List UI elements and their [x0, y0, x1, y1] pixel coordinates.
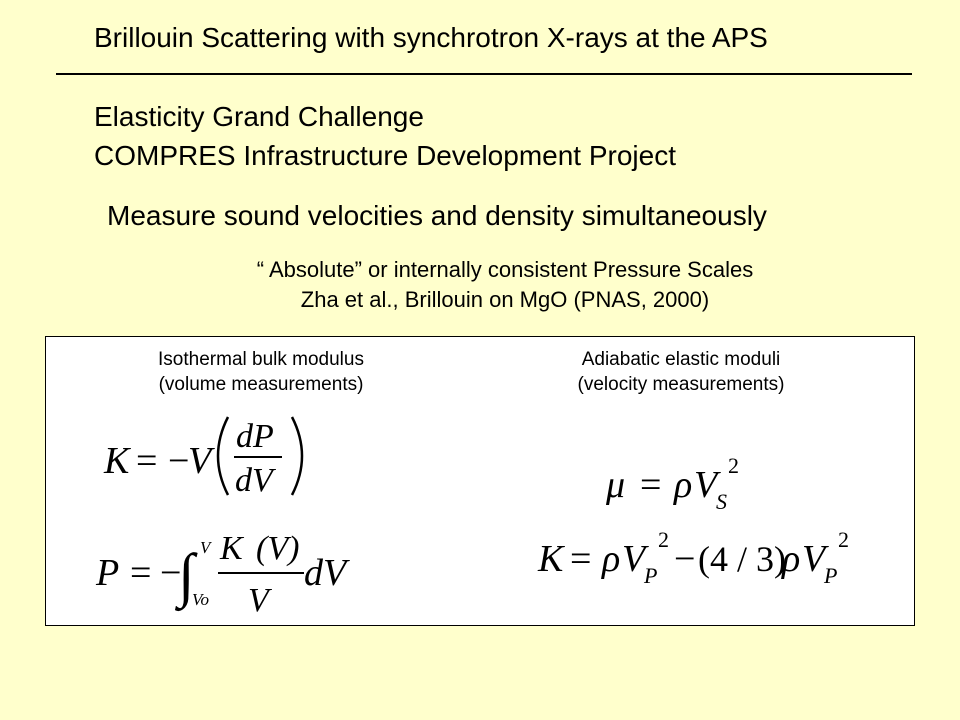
eq4-rho: ρ	[602, 538, 621, 580]
eq3-lhs: μ	[606, 464, 626, 506]
subtitle-line-2: COMPRES Infrastructure Development Project	[94, 140, 676, 171]
isothermal-heading-line-1: Isothermal bulk modulus	[158, 349, 364, 370]
slide-title: Brillouin Scattering with synchrotron X-rays at the APS	[94, 22, 768, 53]
eq1-minus: −	[168, 440, 190, 482]
isothermal-heading	[106, 347, 416, 397]
eq4-subscript-2: P	[824, 563, 838, 588]
shear-modulus-equation	[602, 449, 802, 521]
eq2-numerator-k: K	[220, 530, 243, 567]
eq4-minus: −	[674, 538, 696, 580]
eq1-equals: =	[136, 440, 158, 482]
eq4-equals: =	[570, 538, 592, 580]
eq2-denominator: V	[248, 582, 269, 619]
eq1-right-paren	[292, 417, 302, 495]
adiabatic-heading-line-1: Adiabatic elastic moduli	[581, 349, 781, 370]
eq2-lhs: P	[96, 552, 120, 594]
eq2-numerator-v: (V)	[256, 530, 300, 567]
eq3-rho: ρ	[674, 464, 693, 506]
citation-text: Zha et al., Brillouin on MgO (PNAS, 2000)	[300, 287, 710, 312]
eq2-equals: =	[130, 552, 152, 594]
title-divider	[56, 73, 912, 75]
eq2-dv: dV	[304, 552, 347, 594]
adiabatic-heading-line-2: (velocity measurements)	[577, 374, 785, 395]
eq1-v: V	[188, 440, 212, 482]
eq3-subscript: S	[716, 489, 727, 514]
subtitle-line-1: Elasticity Grand Challenge	[94, 101, 424, 132]
equations-panel	[45, 336, 915, 626]
bulk-modulus-velocity-equation	[534, 521, 874, 597]
isothermal-heading-line-2: (volume measurements)	[158, 374, 364, 395]
eq2-upper-limit: V	[200, 538, 211, 557]
eq4-fraction: (4 / 3)	[698, 539, 786, 579]
pressure-scales-text: “ Absolute” or internally consistent Pressure Scales	[256, 257, 754, 282]
adiabatic-heading	[526, 347, 836, 397]
eq1-left-paren	[218, 417, 228, 495]
eq4-subscript: P	[644, 563, 658, 588]
eq4-v-2: V	[802, 538, 826, 580]
eq4-v: V	[622, 538, 646, 580]
eq1-lhs: K	[104, 440, 130, 482]
eq2-minus: −	[160, 552, 182, 594]
eq4-superscript: 2	[658, 527, 669, 552]
measure-statement: Measure sound velocities and density simultaneously	[107, 200, 767, 231]
eq2-lower-limit: Vo	[192, 590, 209, 609]
eq4-superscript-2: 2	[838, 527, 849, 552]
bulk-modulus-equation	[96, 411, 336, 501]
eq1-numerator: dP	[236, 418, 274, 455]
eq4-rho-2: ρ	[782, 538, 801, 580]
pressure-integral-equation	[92, 523, 402, 623]
eq3-v: V	[694, 464, 718, 506]
eq3-superscript: 2	[728, 453, 739, 478]
eq4-lhs: K	[538, 538, 564, 580]
eq1-denominator: dV	[235, 462, 273, 499]
eq3-equals: =	[640, 464, 662, 506]
eq2-integral-sign: ∫	[178, 542, 195, 608]
